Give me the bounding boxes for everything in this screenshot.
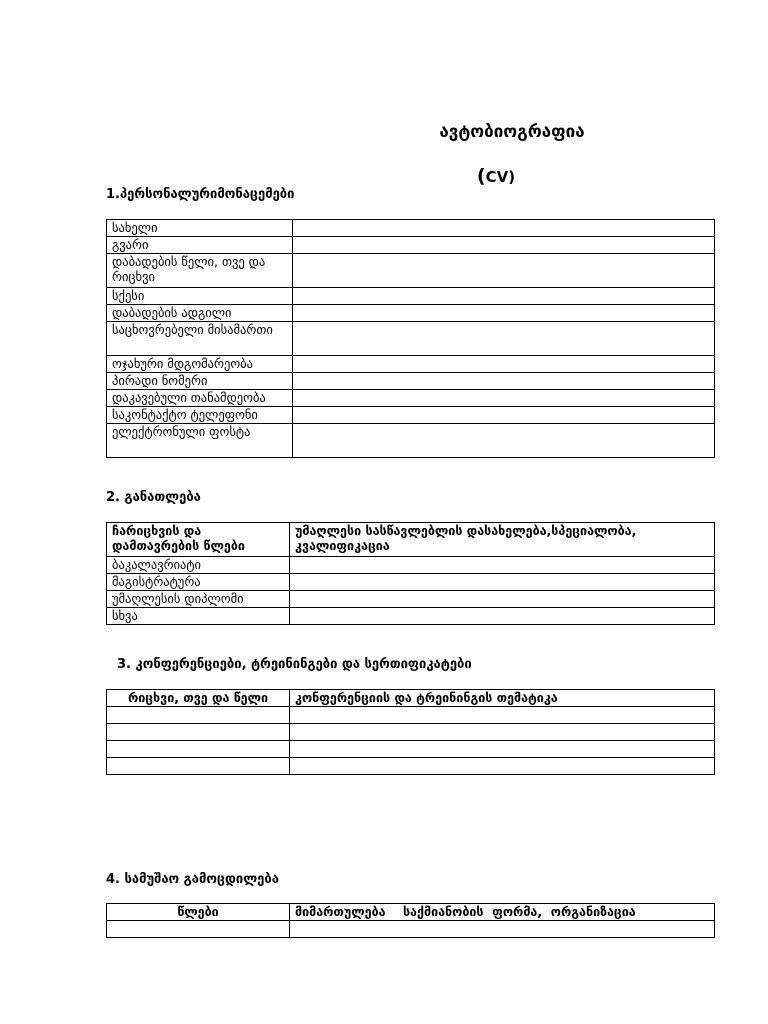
- education-level-label: ბაკალავრიატი: [107, 557, 290, 574]
- education-institution-value[interactable]: [290, 591, 715, 608]
- personal-field-value[interactable]: [293, 305, 715, 322]
- table-cell[interactable]: [290, 707, 715, 724]
- personal-row: [107, 237, 715, 254]
- personal-field-value[interactable]: [293, 220, 715, 237]
- personal-field-label: საკონტაქტო ტელეფონი: [107, 407, 293, 424]
- experience-header-years: წლები: [107, 904, 290, 921]
- personal-field-label: დაბადების ადგილი: [107, 305, 293, 322]
- education-table: [106, 522, 715, 625]
- personal-field-value[interactable]: [293, 356, 715, 373]
- personal-field-label: დაბადების წელი, თვე და რიცხვი: [107, 254, 293, 288]
- education-header-row: [107, 523, 715, 557]
- personal-field-label: ოჯახური მდგომარეობა: [107, 356, 293, 373]
- personal-row: [107, 390, 715, 407]
- conferences-header-topic: კონფერენციის და ტრეინინგის თემატიკა: [290, 690, 715, 707]
- experience-header-details: მიმართულება საქმიანობის ფორმა, ორგანიზაცია: [290, 904, 715, 921]
- personal-field-label: სახელი: [107, 220, 293, 237]
- personal-field-value[interactable]: [293, 407, 715, 424]
- conferences-header-date: რიცხვი, თვე და წელი: [107, 690, 290, 707]
- education-header-years: ჩარიცხვის და დამთავრების წლები: [107, 523, 290, 557]
- personal-row: [107, 305, 715, 322]
- education-row: [107, 591, 715, 608]
- personal-field-value[interactable]: [293, 288, 715, 305]
- table-row: [107, 707, 715, 724]
- education-row: [107, 608, 715, 625]
- table-cell[interactable]: [290, 724, 715, 741]
- education-institution-value[interactable]: [290, 557, 715, 574]
- education-level-label: მაგისტრატურა: [107, 574, 290, 591]
- personal-field-value[interactable]: [293, 237, 715, 254]
- personal-row: [107, 220, 715, 237]
- personal-field-label: გვარი: [107, 237, 293, 254]
- personal-field-value[interactable]: [293, 390, 715, 407]
- section-conferences-heading: 3. კონფერენციები, ტრეინინგები და სერთიფიკატები: [117, 657, 472, 672]
- document-subtitle: (CV): [476, 165, 516, 187]
- personal-row: [107, 356, 715, 373]
- education-level-label: სხვა: [107, 608, 290, 625]
- personal-field-value[interactable]: [293, 322, 715, 356]
- section-education-heading: 2. განათლება: [106, 490, 201, 505]
- table-cell[interactable]: [107, 741, 290, 758]
- table-row: [107, 724, 715, 741]
- education-row: [107, 574, 715, 591]
- table-row: [107, 758, 715, 775]
- section-experience-heading: 4. სამუშაო გამოცდილება: [106, 872, 279, 887]
- personal-field-value[interactable]: [293, 424, 715, 458]
- education-level-label: უმაღლესის დიპლომი: [107, 591, 290, 608]
- table-cell[interactable]: [290, 741, 715, 758]
- personal-field-label: ელექტრონული ფოსტა: [107, 424, 293, 458]
- section-personal-heading: 1.პერსონალურიმონაცემები: [106, 187, 295, 202]
- personal-field-label: პირადი ნომერი: [107, 373, 293, 390]
- table-cell[interactable]: [290, 921, 715, 938]
- personal-row: [107, 407, 715, 424]
- personal-row: [107, 288, 715, 305]
- table-cell[interactable]: [107, 758, 290, 775]
- experience-header-row: [107, 904, 715, 921]
- personal-field-label: სქესი: [107, 288, 293, 305]
- personal-data-table: [106, 219, 715, 458]
- education-row: [107, 557, 715, 574]
- table-cell[interactable]: [290, 758, 715, 775]
- table-row: [107, 921, 715, 938]
- personal-row: [107, 424, 715, 458]
- table-cell[interactable]: [107, 724, 290, 741]
- personal-row: [107, 322, 715, 356]
- personal-field-value[interactable]: [293, 254, 715, 288]
- personal-row: [107, 373, 715, 390]
- conferences-header-row: [107, 690, 715, 707]
- table-cell[interactable]: [107, 921, 290, 938]
- table-cell[interactable]: [107, 707, 290, 724]
- personal-field-value[interactable]: [293, 373, 715, 390]
- personal-row: [107, 254, 715, 288]
- education-institution-value[interactable]: [290, 608, 715, 625]
- education-header-institution: უმაღლესი სასწავლებლის დასახელება,სპეციალობა, კვალიფიკაცია: [290, 523, 715, 557]
- conferences-table: [106, 689, 715, 775]
- document-title: ავტობიოგრაფია: [439, 122, 585, 142]
- personal-field-label: საცხოვრებელი მისამართი: [107, 322, 293, 356]
- personal-field-label: დაკავებული თანამდეობა: [107, 390, 293, 407]
- table-row: [107, 741, 715, 758]
- education-institution-value[interactable]: [290, 574, 715, 591]
- experience-table: [106, 903, 715, 938]
